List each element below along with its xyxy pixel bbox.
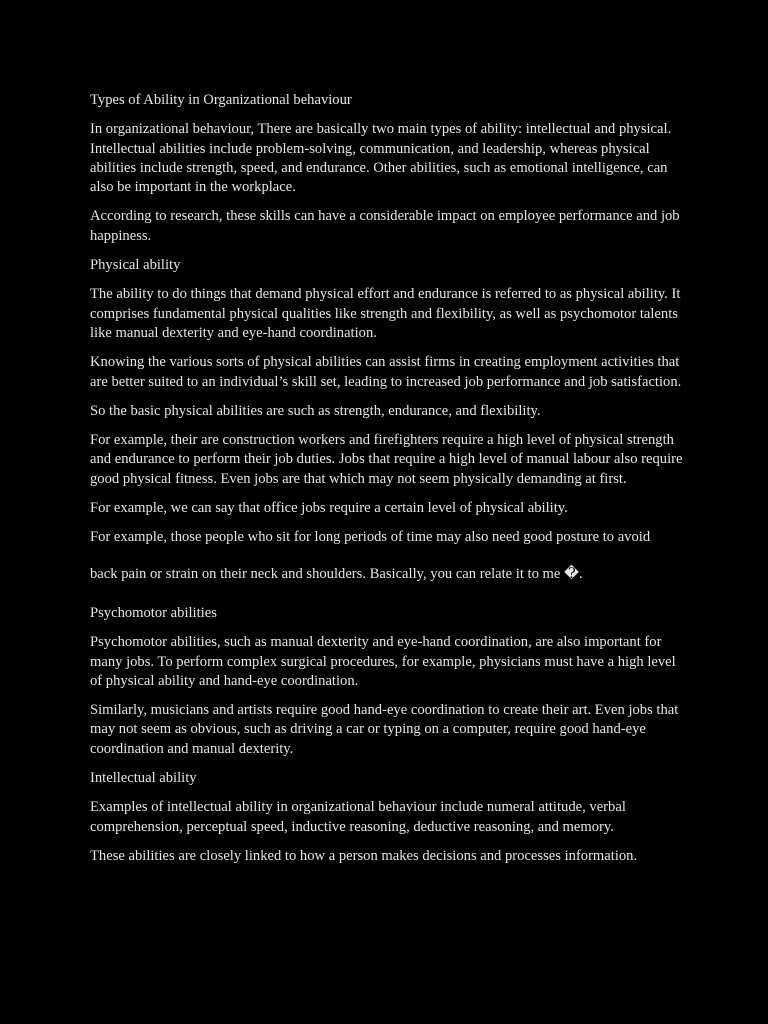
intellectual-ability-heading: Intellectual ability	[90, 770, 197, 787]
psychomotor-abilities-heading: Psychomotor abilities	[90, 604, 217, 621]
intellectual-paragraph-2: These abilities are closely linked to how a person makes decisions and processes information.	[90, 847, 638, 864]
physical-paragraph-2: Knowing the various sorts of physical abilities can assist firms in creating employment activities that are better suited to an individual’s skill set, leading to increased job performance and job satisfaction.	[90, 354, 682, 390]
physical-paragraph-5: For example, we can say that office jobs require a certain level of physical ability.	[90, 500, 568, 517]
document-title: Types of Ability in Organizational behaviour	[90, 92, 352, 108]
physical-paragraph-4: For example, their are construction workers and firefighters require a high level of physical strength and endurance to perform their job duties. Jobs that require a high level of manual labour also require good physical fitness. Even jobs are that which may not seem physically demanding at first.	[90, 432, 683, 487]
document-page	[90, 91, 685, 876]
psychomotor-paragraph-2: Similarly, musicians and artists require good hand-eye coordination to create their art. Even jobs that may not seem as obvious, such as driving a car or typing on a computer, require good hand-eye coordination and manual dexterity.	[90, 702, 679, 757]
intro-paragraph-1: In organizational behaviour, There are basically two main types of ability: intellectual and physical. Intellectual abilities include problem-solving, communication, and leadership, whereas physical abilities include strength, speed, and endurance. Other abilities, such as emotional intelligence, can also be important in the workplace.	[90, 121, 672, 196]
physical-ability-heading: Physical ability	[90, 257, 181, 274]
intellectual-paragraph-1: Examples of intellectual ability in organizational behaviour include numeral attitude, verbal comprehension, perceptual speed, inductive reasoning, deductive reasoning, and memory.	[90, 799, 626, 835]
physical-paragraph-7: back pain or strain on their neck and shoulders. Basically, you can relate it to me �.	[90, 565, 583, 582]
psychomotor-paragraph-1: Psychomotor abilities, such as manual dexterity and eye-hand coordination, are also important for many jobs. To perform complex surgical procedures, for example, physicians must have a high level of physical ability and hand-eye coordination.	[90, 634, 676, 689]
physical-paragraph-3: So the basic physical abilities are such as strength, endurance, and flexibility.	[90, 402, 541, 419]
intro-paragraph-2: According to research, these skills can have a considerable impact on employee performance and job happiness.	[90, 208, 680, 244]
physical-paragraph-1: The ability to do things that demand physical effort and endurance is referred to as physical ability. It comprises fundamental physical qualities like strength and flexibility, as well as psychomotor talents like manual dexterity and eye-hand coordination.	[90, 286, 681, 341]
physical-paragraph-6: For example, those people who sit for long periods of time may also need good posture to avoid	[90, 529, 651, 546]
